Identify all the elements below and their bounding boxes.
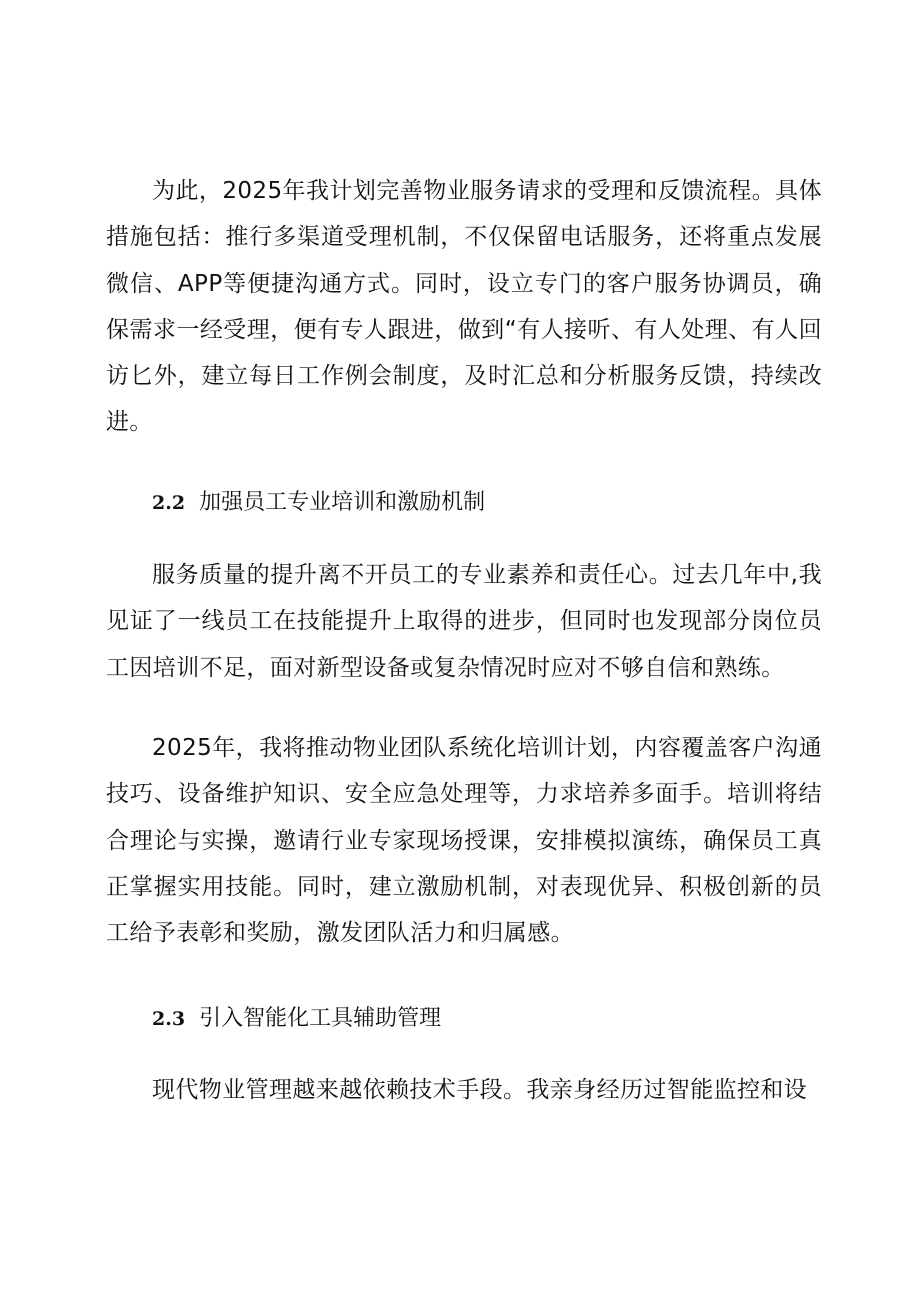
section-heading-2-2 bbox=[152, 488, 485, 518]
paragraph-service-request-process: 为此，2025年我计划完善物业服务请求的受理和反馈流程。具体措施包括：推行多渠道受理机制，不仅保留电话服务，还将重点发展微信、APP等便捷沟通方式。同时，设立专门的客户服务协调员，确保需求一经受理，便有专人跟进，做到“有人接听、有人处理、有人回访匕外，建立每日工作例会制度，及时汇总和分析服务反馈，持续改进。 bbox=[106, 178, 822, 436]
section-heading-2-3 bbox=[152, 1004, 441, 1034]
section-number: 2.3 bbox=[152, 1008, 186, 1030]
paragraph-smart-tools: 现代物业管理越来越依赖技术手段。我亲身经历过智能监控和设 bbox=[152, 1077, 808, 1103]
paragraph-staff-quality: 服务质量的提升离不开员工的专业素养和责任心。过去几年中,我见证了一线员工在技能提升上取得的进步，但同时也发现部分岗位员工因培训不足，面对新型设备或复杂情况时应对不够自信和熟练。 bbox=[106, 562, 822, 681]
paragraph-training-plan: 2025年，我将推动物业团队系统化培训计划，内容覆盖客户沟通技巧、设备维护知识、安全应急处理等，力求培养多面手。培训将结合理论与实操，邀请行业专家现场授课，安排模拟演练，确保员工真正掌握实用技能。同时，建立激励机制，对表现优异、积极创新的员工给予表彰和奖励，激发团队活力和归属感。 bbox=[106, 735, 822, 947]
section-title: 引入智能化工具辅助管理 bbox=[199, 1006, 442, 1031]
section-title: 加强员工专业培训和激励机制 bbox=[199, 490, 486, 515]
section-number: 2.2 bbox=[152, 492, 186, 514]
